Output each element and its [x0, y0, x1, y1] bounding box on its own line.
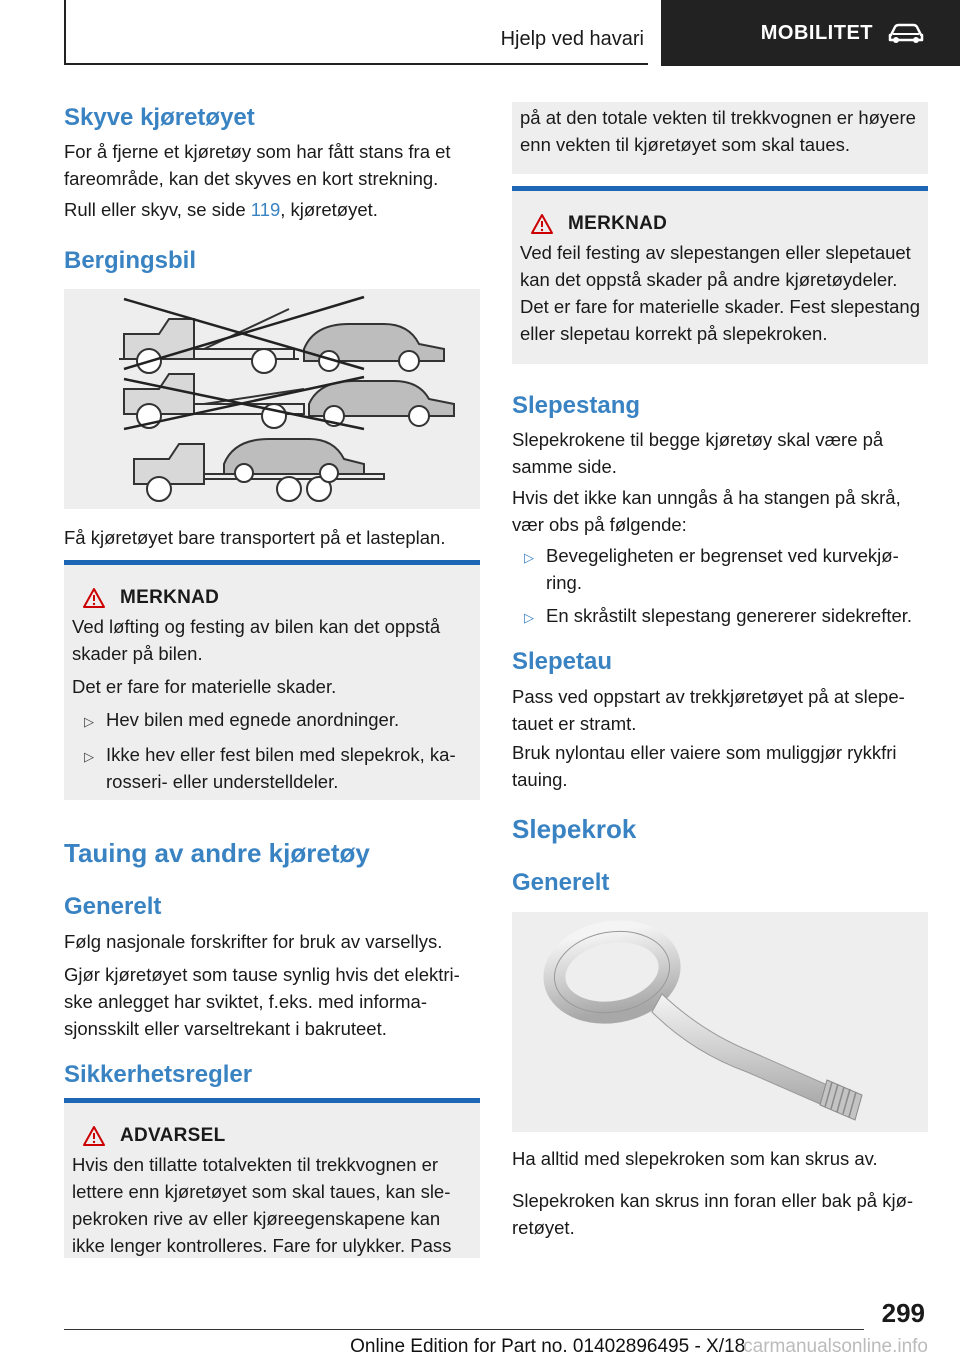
tow-hook-paragraph: Slepekroken kan skrus inn foran eller bak på kjøretøyet. — [512, 1190, 914, 1238]
tow-truck-caption: Få kjøretøyet bare transportert på et lasteplan. — [64, 527, 446, 548]
bullet-triangle-icon: ▷ — [84, 749, 94, 764]
general-heading: Generelt — [64, 893, 162, 920]
tow-hook-caption: Ha alltid med slepekroken som kan skrus av. — [512, 1148, 878, 1169]
towing-other-vehicles-heading: Tauing av andre kjøretøy — [64, 838, 370, 868]
warning-box — [64, 1098, 480, 1258]
tow-hook-illustration — [512, 912, 928, 1132]
towbar-bullet-1 — [512, 542, 928, 596]
footer-rule — [64, 1329, 864, 1330]
towbar-bullet-2-text: En skråstilt slepestang genererer sidekrefter. — [546, 605, 913, 626]
towrope-paragraph-2: Bruk nylontau eller vaiere som muliggjør rykkfri tauing. — [512, 742, 897, 790]
tow-hook-general-heading: Generelt — [512, 869, 610, 896]
header-section-title: Hjelp ved havari — [500, 28, 644, 50]
towrope-heading: Slepetau — [512, 648, 613, 675]
bullet-triangle-icon: ▷ — [84, 714, 94, 729]
note-2-title-row — [520, 213, 920, 235]
warning-triangle-icon — [82, 587, 106, 609]
warning-continued-text: på at den totale vekten til trekkvognen er høyere enn vekten til kjøretøyet som skal taues. — [520, 107, 916, 155]
car-icon — [887, 22, 925, 44]
bullet-triangle-icon: ▷ — [524, 610, 534, 625]
push-p2-text-a: Rull eller skyv, se side — [64, 199, 251, 220]
warning-title: ADVARSEL — [120, 1125, 226, 1146]
note-1-bullet-1-text: Hev bilen med egnede anordninger. — [106, 709, 400, 730]
warning-paragraph-1: Hvis den tillatte totalvekten til trekkvognen er lettere enn kjøretøyet som skal taues, kan slepekroken rive av eller kjøreegenskapene kan ikke lenger kontrolleres. Fare for ulykker. Pass — [72, 1154, 452, 1256]
tow-truck-heading: Bergingsbil — [64, 247, 197, 274]
safety-rules-heading: Sikkerhetsregler — [64, 1061, 253, 1088]
note-1-bullet-2 — [72, 741, 472, 795]
watermark-site: carmanualsonline.info — [743, 1336, 928, 1357]
general-paragraph-1: Følg nasjonale forskrifter for bruk av varsellys. — [64, 931, 443, 952]
header-rule-bottom — [64, 63, 648, 65]
towbar-bullet-list — [512, 542, 928, 637]
note-1-bullet-2-text: Ikke hev eller fest bilen med slepekrok, karosseri- eller understelldeler. — [106, 744, 456, 792]
page-link-119[interactable]: 119 — [250, 199, 281, 220]
push-p2-text-b: , kjøretøyet. — [280, 199, 378, 220]
chapter-label: MOBILITET — [760, 21, 873, 44]
warning-title-row — [72, 1125, 472, 1147]
chapter-tab[interactable] — [661, 0, 960, 66]
tow-hook-drawing — [512, 912, 928, 1132]
note-1-paragraph-2: Det er fare for materielle skader. — [72, 676, 337, 697]
note-box-1 — [64, 560, 480, 800]
header-rule-left — [64, 0, 66, 64]
bullet-triangle-icon: ▷ — [524, 550, 534, 565]
edition-text: Online Edition for Part no. 01402896495 - X/18 — [350, 1336, 746, 1357]
tow-truck-illustration — [64, 289, 480, 509]
general-paragraph-2: Gjør kjøretøyet som tause synlig hvis det elektriske anlegget har sviktet, f.eks. med informasjonsskilt eller varseltrekant i bakruteet. — [64, 964, 460, 1039]
note-1-bullet-1 — [72, 706, 472, 735]
tow-truck-drawing — [64, 289, 480, 509]
towrope-paragraph-1: Pass ved oppstart av trekkjøretøyet på at slepetauet er stramt. — [512, 686, 905, 734]
push-paragraph-2 — [64, 196, 474, 223]
edition-footer — [350, 1336, 928, 1358]
warning-triangle-icon — [82, 1125, 106, 1147]
warning-box-continued — [512, 102, 928, 174]
warning-triangle-icon — [530, 213, 554, 235]
push-paragraph-1: For å fjerne et kjøretøy som har fått stans fra et fareområde, kan det skyves en kort strekning. — [64, 141, 451, 189]
note-2-paragraph-1: Ved feil festing av slepestangen eller slepetauet kan det oppstå skader på andre kjøretøydeler. Det er fare for materielle skader. Fest slepestang eller slepetau korrekt på slepekroken. — [520, 242, 920, 344]
tow-hook-heading: Slepekrok — [512, 814, 637, 844]
push-vehicle-heading: Skyve kjøretøyet — [64, 104, 255, 131]
note-1-paragraph-1: Ved løfting og festing av bilen kan det oppstå skader på bilen. — [72, 616, 441, 664]
towbar-paragraph-1: Slepekrokene til begge kjøretøy skal være på samme side. — [512, 429, 884, 477]
note-2-title: MERKNAD — [568, 213, 668, 234]
towbar-bullet-2 — [512, 602, 928, 631]
note-1-title-row — [72, 587, 472, 609]
note-box-2 — [512, 186, 928, 364]
towbar-bullet-1-text: Bevegeligheten er begrenset ved kurvekjøring. — [546, 545, 899, 593]
towbar-paragraph-2: Hvis det ikke kan unngås å ha stangen på skrå, vær obs på følgende: — [512, 487, 901, 535]
note-1-title: MERKNAD — [120, 587, 220, 608]
page-number: 299 — [881, 1298, 925, 1328]
towbar-heading: Slepestang — [512, 392, 641, 419]
